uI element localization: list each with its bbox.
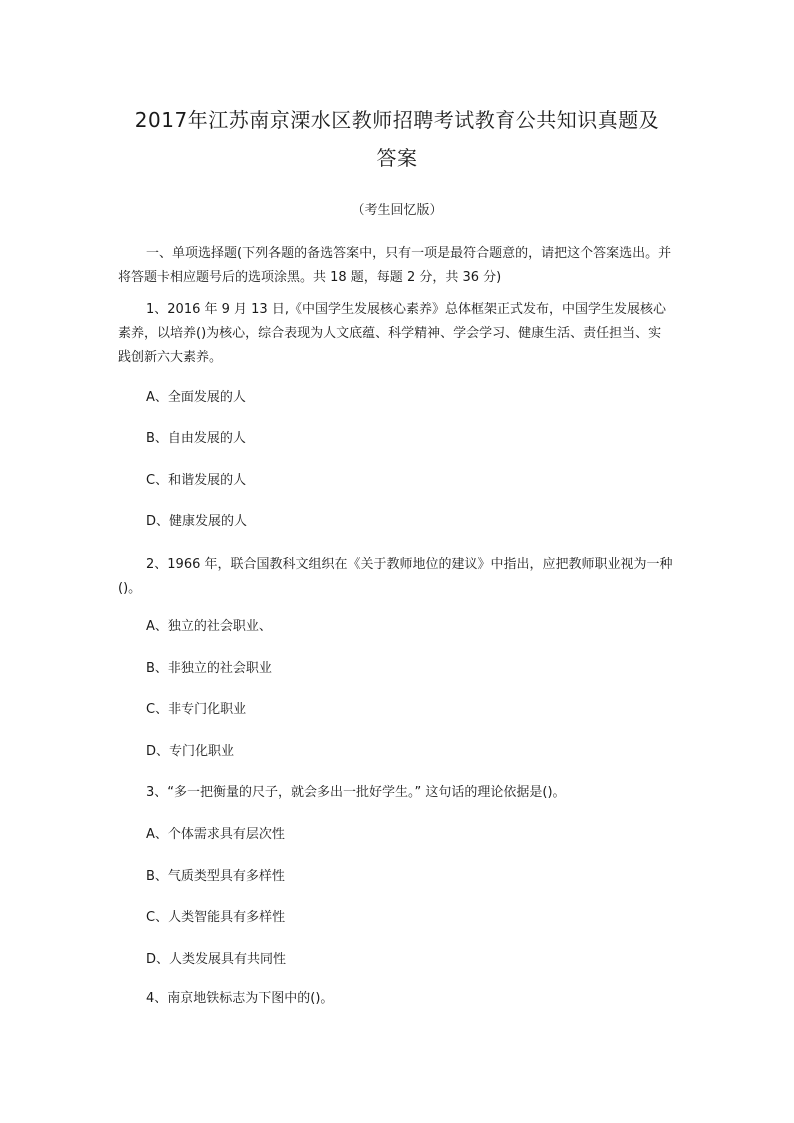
page-title-line-1: 2017年江苏南京溧水区教师招聘考试教育公共知识真题及 (134, 108, 660, 132)
question-1-option-b: B、自由发展的人 (146, 431, 246, 446)
question-1-stem: 1、2016 年 9 月 13 日,《中国学生发展核心素养》总体框架正式发布，中国学生发展核心素养，以培养()为核心，综合表现为人文底蕴、科学精神、学会学习、健康生活、责任担当、实践创新六大素养。 (118, 302, 666, 365)
question-3-option-b: B、气质类型具有多样性 (146, 869, 285, 884)
question-1-option-a: A、全面发展的人 (146, 390, 246, 405)
question-2-option-a: A、独立的社会职业、 (146, 619, 272, 634)
question-2-option-c: C、非专门化职业 (146, 702, 247, 717)
question-3-option-d: D、人类发展具有共同性 (146, 952, 287, 967)
question-1-option-c: C、和谐发展的人 (146, 473, 247, 488)
question-3-option-c: C、人类智能具有多样性 (146, 910, 286, 925)
question-2-option-b: B、非独立的社会职业 (146, 661, 272, 676)
question-3-option-a: A、个体需求具有层次性 (146, 827, 285, 842)
question-3-stem: 3、“多一把衡量的尺子，就会多出一批好学生。” 这句话的理论依据是()。 (146, 785, 566, 800)
question-4-stem: 4、南京地铁标志为下图中的()。 (146, 991, 334, 1006)
page-title-line-2: 答案 (376, 146, 418, 170)
section-instructions: 一、单项选择题(下列各题的备选答案中，只有一项是最符合题意的，请把这个答案选出。并将答题卡相应题号后的选项涂黑。共 18 题，每题 2 分，共 36 分) (118, 246, 672, 285)
page-subtitle: （考生回忆版） (351, 203, 443, 218)
question-2-option-d: D、专门化职业 (146, 744, 235, 759)
question-1-option-d: D、健康发展的人 (146, 514, 248, 529)
question-2-stem: 2、1966 年，联合国教科文组织在《关于教师地位的建议》中指出，应把教师职业视为一种()。 (118, 557, 673, 596)
